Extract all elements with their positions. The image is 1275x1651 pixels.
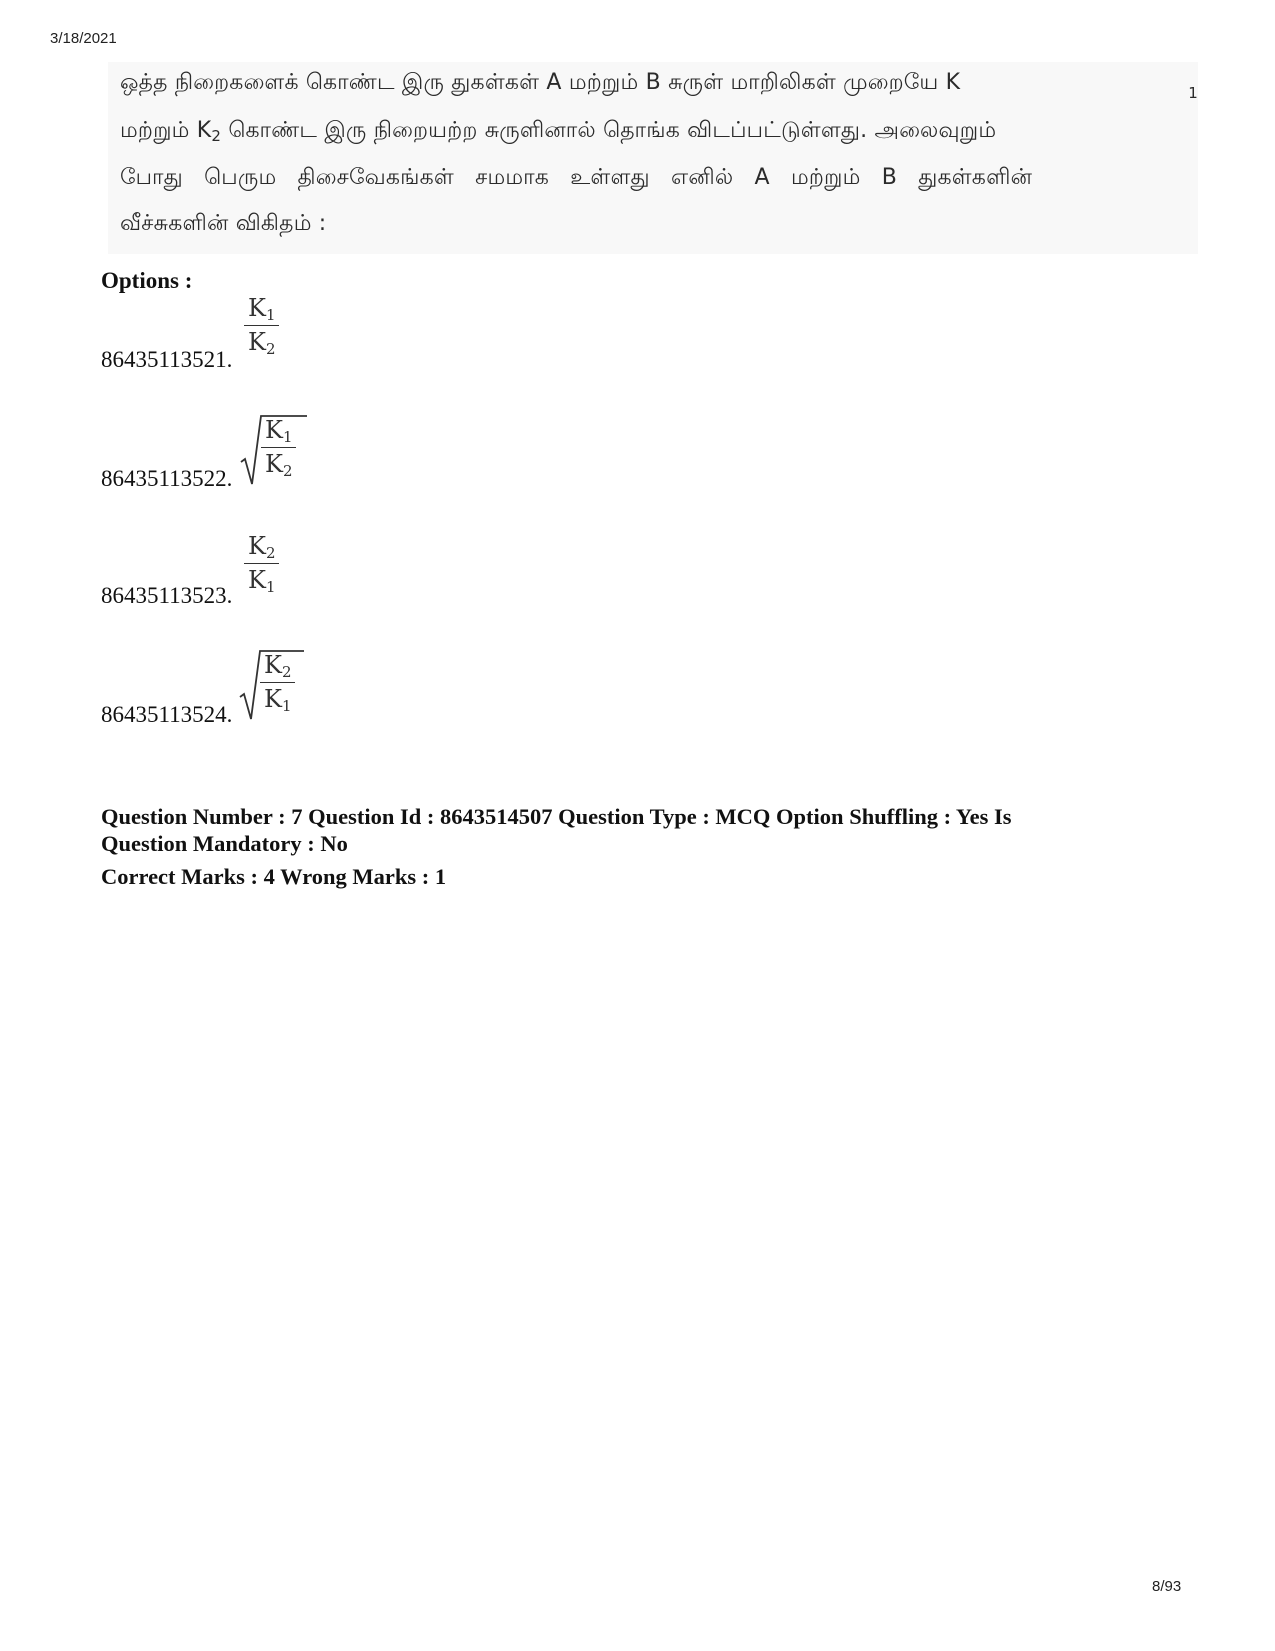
question-line-3: போது பெரும திசைவேகங்கள் சமமாக உள்ளது எனில் A மற்றும் B துகள்களின் <box>120 165 1033 190</box>
numerator-sub: 1 <box>282 428 293 446</box>
fraction-denominator <box>260 683 295 715</box>
page-date: 3/18/2021 <box>50 30 117 47</box>
fraction-numerator <box>260 651 295 683</box>
question-line-1-text: ஒத்த நிறைகளைக் கொண்ட இரு துகள்கள் A மற்றும் B சுருள் மாறிலிகள் முறையே K <box>120 70 961 95</box>
numerator-base: K <box>248 532 266 560</box>
numerator-sub: 2 <box>265 544 276 562</box>
page-number: 8/93 <box>1152 1578 1182 1595</box>
question-line-2-text-a: மற்றும் K <box>120 118 212 143</box>
option-4-id: 86435113524. <box>101 702 233 727</box>
denominator-base: K <box>265 450 283 478</box>
denominator-sub: 2 <box>265 340 276 358</box>
question-line-2 <box>120 118 1184 146</box>
fraction-denominator <box>244 326 279 358</box>
fraction <box>261 416 296 480</box>
question-line-2-sub: 2 <box>211 127 222 145</box>
denominator-base: K <box>264 685 282 713</box>
denominator-base: K <box>248 328 266 356</box>
option-4-sqrt-fraction <box>238 645 308 725</box>
question-line-1-sub: 1 <box>1188 84 1198 102</box>
fraction <box>260 651 295 715</box>
question-line-1 <box>120 70 1198 102</box>
question-line-2-text-b: கொண்ட இரு நிறையற்ற சுருளினால் தொங்க விடப்பட்டுள்ளது. அலைவுறும் <box>221 118 997 143</box>
denominator-sub: 1 <box>281 697 292 715</box>
option-3-id: 86435113523. <box>101 583 233 608</box>
option-1-id: 86435113521. <box>101 347 233 372</box>
fraction-denominator <box>244 564 279 596</box>
option-2-sqrt-fraction <box>239 410 309 490</box>
fraction-numerator <box>261 416 296 448</box>
option-3-fraction <box>244 532 279 596</box>
question-meta-line-2: Question Mandatory : No <box>101 831 348 856</box>
question-line-4: வீச்சுகளின் விகிதம் : <box>120 211 327 236</box>
fraction-denominator <box>261 448 296 480</box>
numerator-base: K <box>265 416 283 444</box>
option-1-fraction <box>244 294 279 358</box>
options-heading: Options : <box>101 268 193 293</box>
fraction <box>244 532 279 596</box>
question-text-image <box>108 62 1198 254</box>
denominator-sub: 1 <box>265 578 276 596</box>
numerator-base: K <box>264 651 282 679</box>
fraction-numerator <box>244 532 279 564</box>
denominator-sub: 2 <box>282 462 293 480</box>
question-meta <box>101 803 1012 890</box>
numerator-sub: 2 <box>281 663 292 681</box>
fraction-numerator <box>244 294 279 326</box>
question-marks: Correct Marks : 4 Wrong Marks : 1 <box>101 864 447 889</box>
numerator-sub: 1 <box>265 306 276 324</box>
option-2-id: 86435113522. <box>101 466 233 491</box>
denominator-base: K <box>248 566 266 594</box>
numerator-base: K <box>248 294 266 322</box>
fraction <box>244 294 279 358</box>
question-meta-line-1: Question Number : 7 Question Id : 8643514507 Question Type : MCQ Option Shuffling : Yes Is <box>101 804 1012 829</box>
